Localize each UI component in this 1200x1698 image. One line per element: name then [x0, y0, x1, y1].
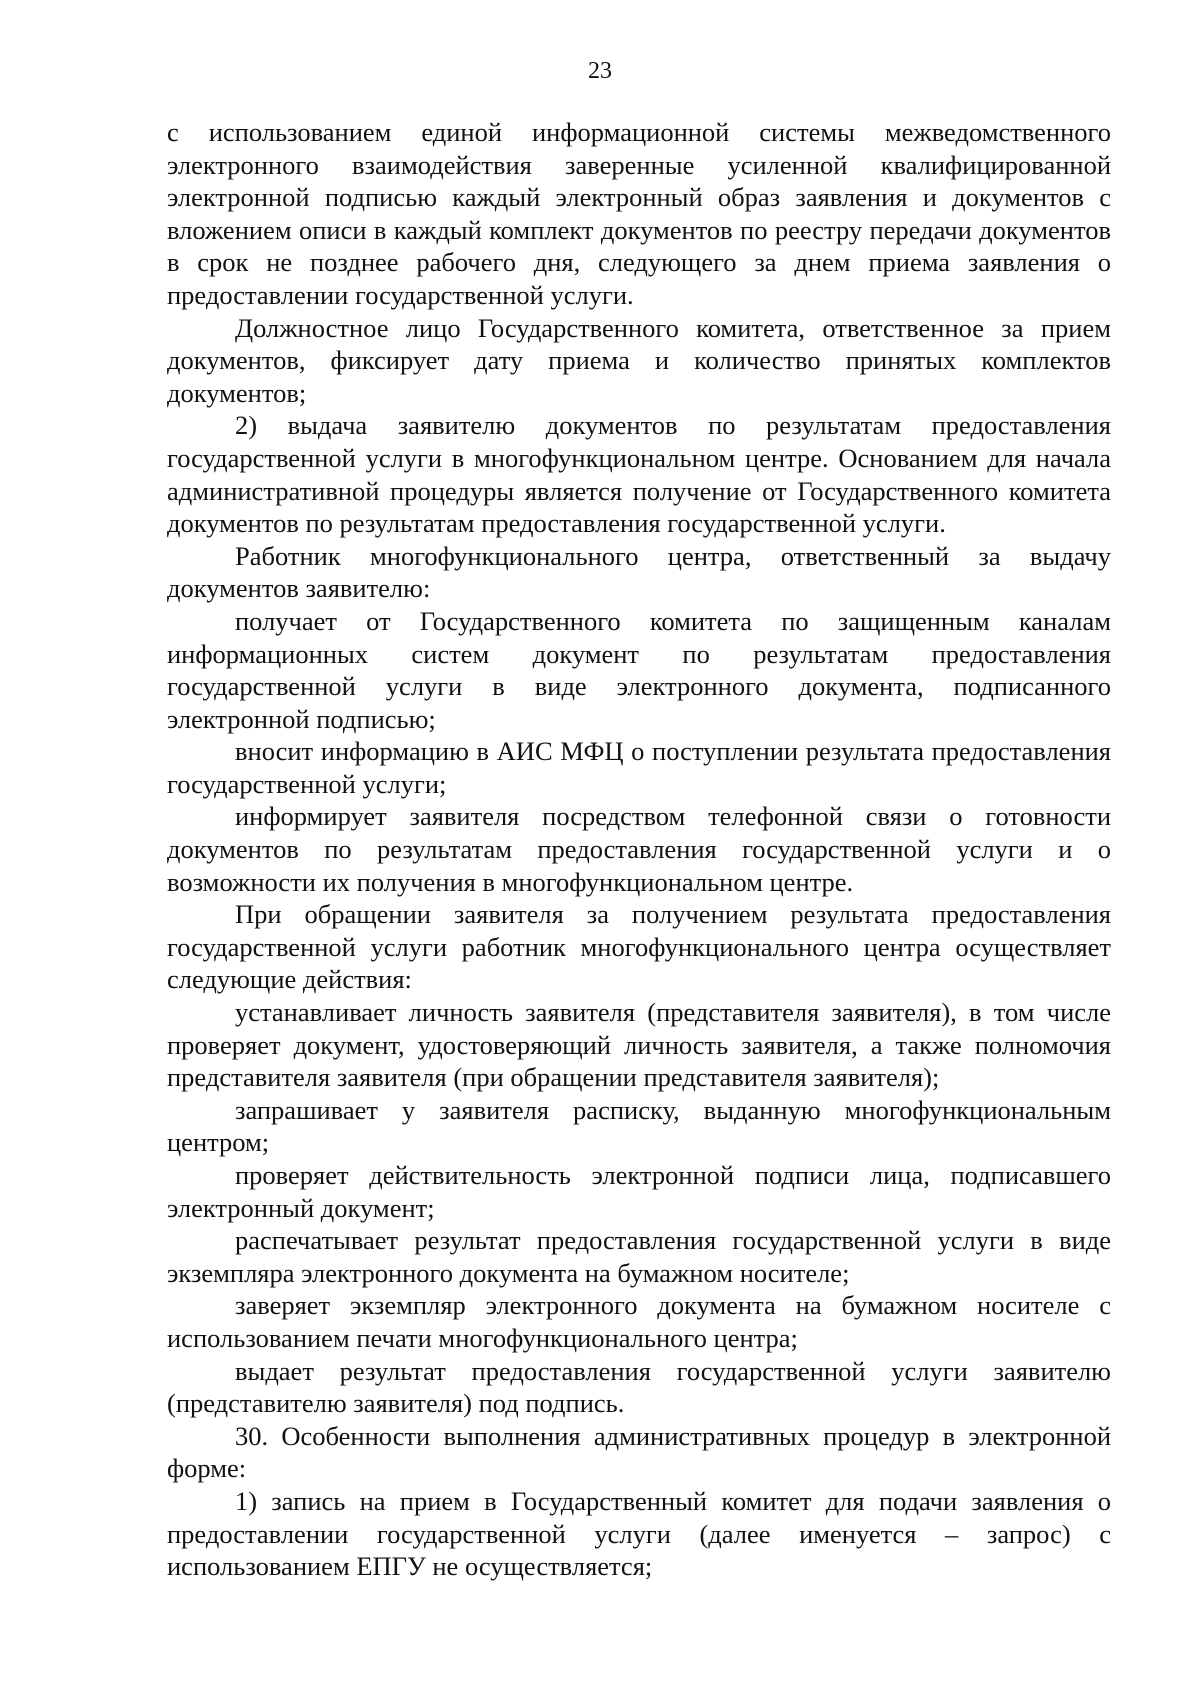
- paragraph-13: заверяет экземпляр электронного документа на бумажном носителе с использованием печати многофункционального центра;: [167, 1290, 1111, 1353]
- page-number: 23: [588, 58, 612, 84]
- paragraph-4: Работник многофункционального центра, ответственный за выдачу документов заявителю:: [167, 540, 1111, 604]
- paragraph-9: устанавливает личность заявителя (представителя заявителя), в том числе проверяет документ, удостоверяющий личность заявителя, а также полномочия представителя заявителя (при обращении представителя заявителя);: [167, 997, 1111, 1093]
- paragraph-2: Должностное лицо Государственного комитета, ответственное за прием документов, фиксирует дату приема и количество принятых комплектов документов;: [167, 312, 1111, 408]
- paragraph-8: При обращении заявителя за получением результата предоставления государственной услуги работник многофункционального центра осуществляет следующие действия:: [167, 899, 1111, 995]
- paragraph-6: вносит информацию в АИС МФЦ о поступлении результата предоставления государственной услуги;: [167, 736, 1111, 799]
- paragraph-16: 1) запись на прием в Государственный комитет для подачи заявления о предоставлении государственной услуги (далее именуется – запрос) с использованием ЕПГУ не осуществляется;: [167, 1485, 1111, 1582]
- paragraph-7: информирует заявителя посредством телефонной связи о готовности документов по результатам предоставления государственной услуги и о возможности их получения в многофункциональном центре.: [167, 801, 1111, 897]
- paragraph-12: распечатывает результат предоставления государственной услуги в виде экземпляра электронного документа на бумажном носителе;: [167, 1225, 1111, 1288]
- document-body: [167, 116, 1111, 1583]
- paragraph-3: 2) выдача заявителю документов по результатам предоставления государственной услуги в многофункциональном центре. Основанием для начала административной процедуры является получение от Государственного комитета документов по результатам предоставления государственной услуги.: [167, 410, 1111, 539]
- paragraph-10: запрашивает у заявителя расписку, выданную многофункциональным центром;: [167, 1094, 1111, 1158]
- paragraph-15: 30. Особенности выполнения административных процедур в электронной форме:: [167, 1420, 1111, 1484]
- paragraph-11: проверяет действительность электронной подписи лица, подписавшего электронный документ;: [167, 1160, 1111, 1223]
- paragraph-14: выдает результат предоставления государственной услуги заявителю (представителю заявителя) под подпись.: [167, 1355, 1111, 1419]
- paragraph-1: с использованием единой информационной системы межведомственного электронного взаимодействия заверенные усиленной квалифицированной электронной подписью каждый электронный образ заявления и документов с вложением описи в каждый комплект документов по реестру передачи документов в срок не позднее рабочего дня, следующего за днем приема заявления о предоставлении государственной услуги.: [167, 117, 1111, 310]
- paragraph-5: получает от Государственного комитета по защищенным каналам информационных систем документ по результатам предоставления государственной услуги в виде электронного документа, подписанного электронной подписью;: [167, 605, 1111, 734]
